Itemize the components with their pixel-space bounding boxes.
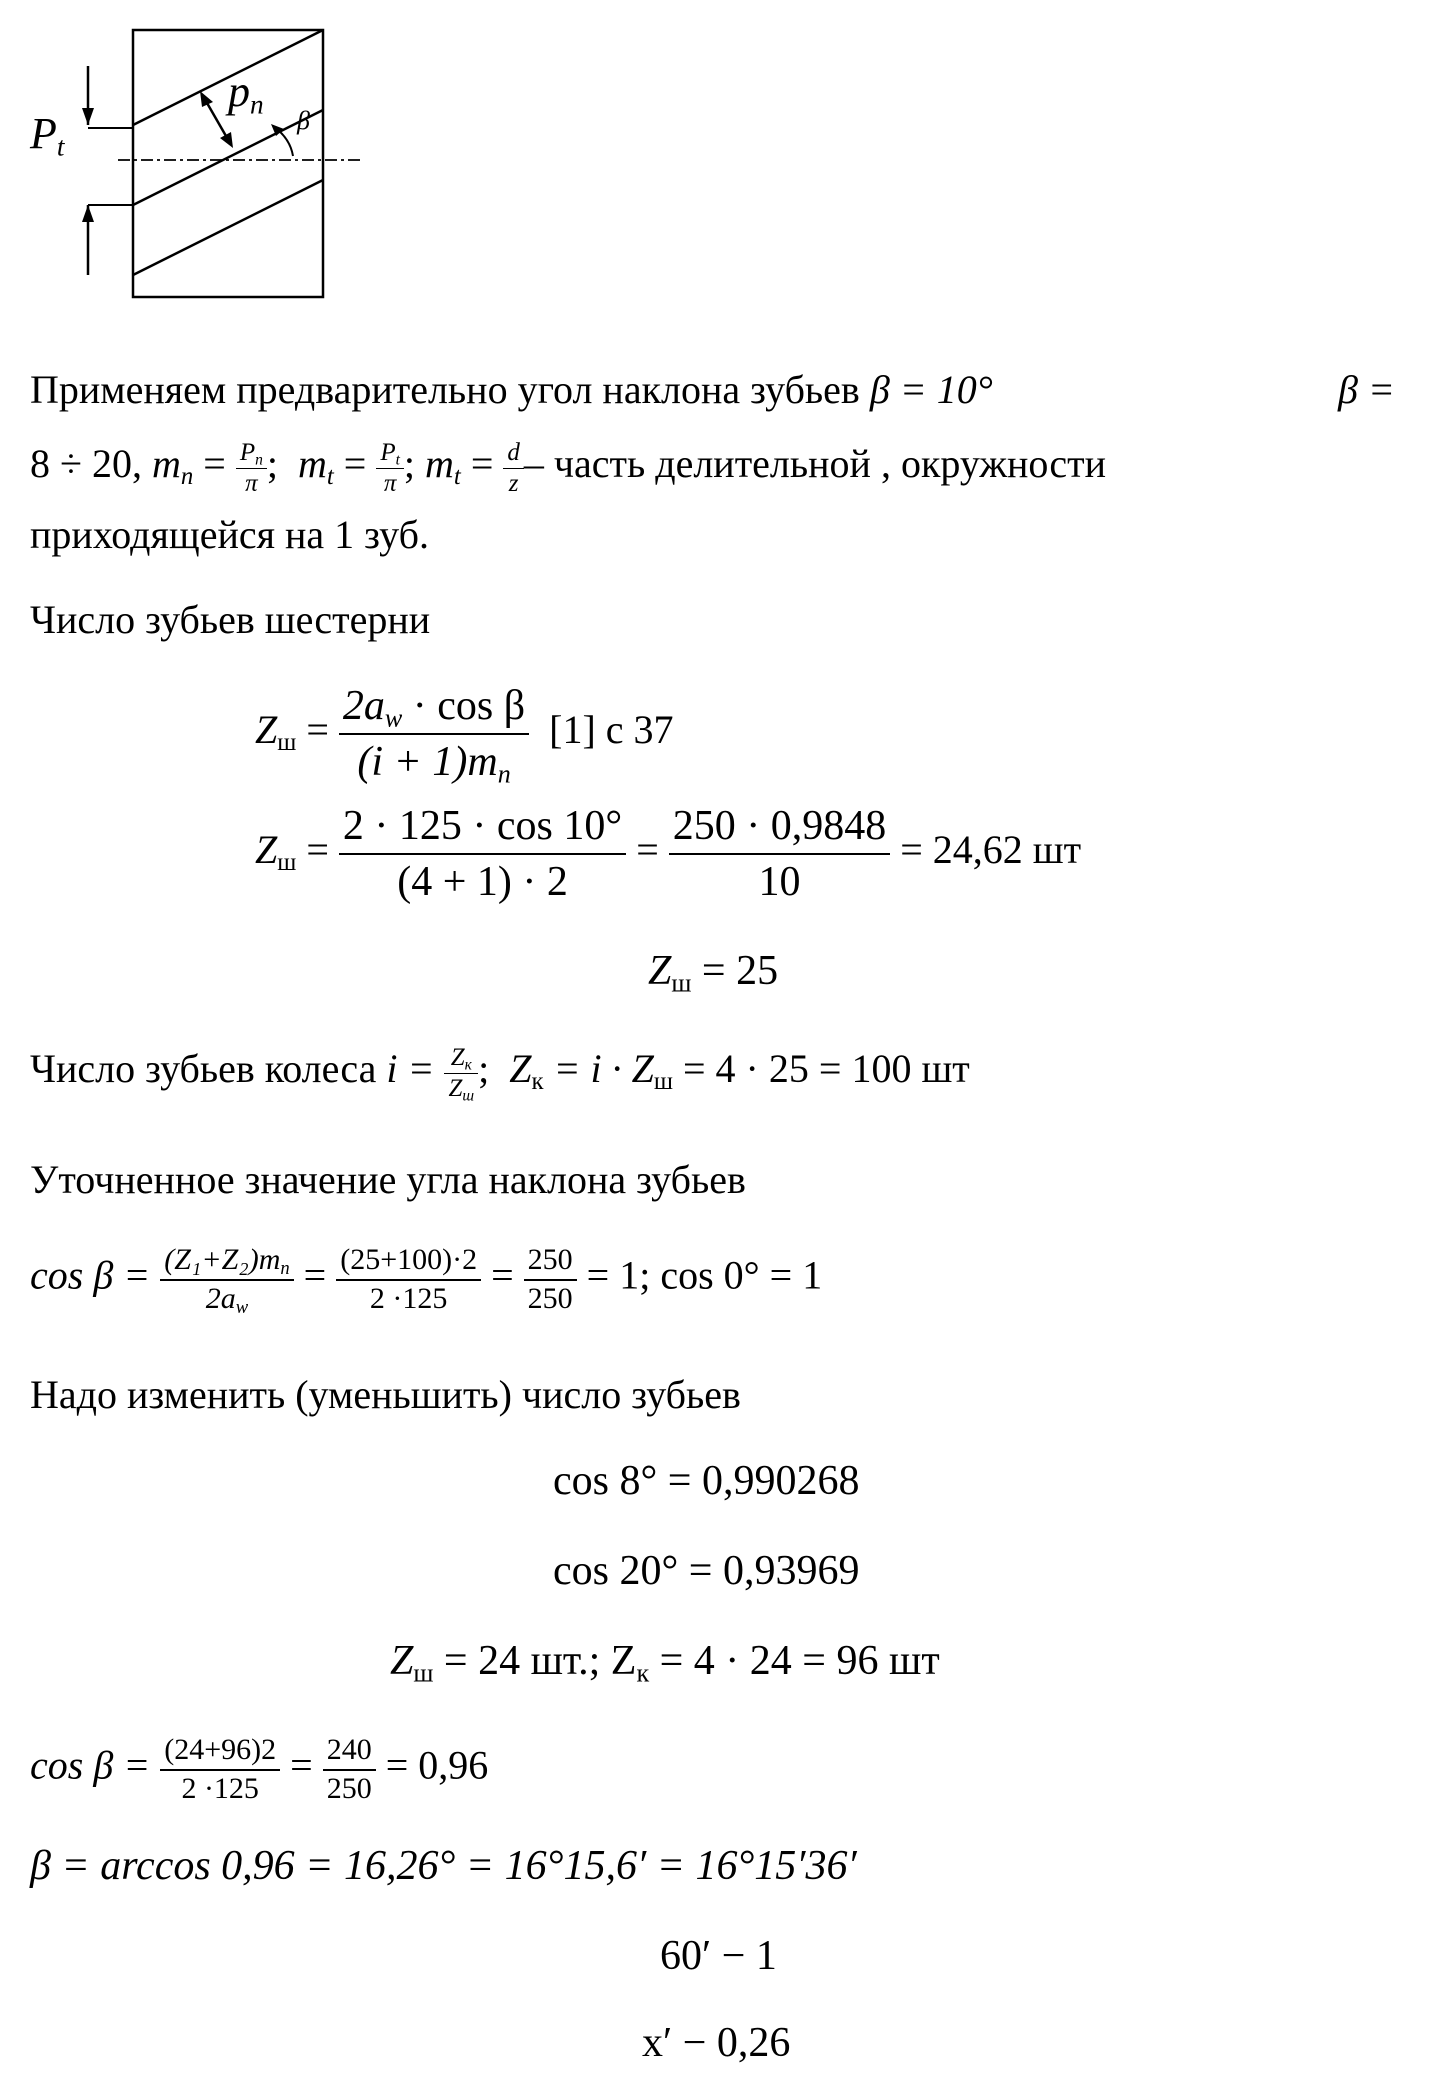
- formula-pinion-calc: $Z_ш$ = $\frac{2 \cdot 125 \cdot \cos 10^\circ}{(4 + 1) \cdot 2}$ = $\frac{250 \cdot 0,9848}{10}$ = 24,62 шт: [255, 803, 1082, 905]
- heading-refined-angle: Уточненное значение угла наклона зубьев: [30, 1157, 746, 1202]
- mn-fraction: $\frac{P_n}{\pi}$: [236, 440, 267, 496]
- wheel-teeth-line: Число зубьев колеса i = $\frac{Z_к}{Z_ш}$ ; $Z_к = i \cdot Z_ш = 4 \cdot 25 = 100$ шт: [30, 1044, 970, 1105]
- para1-line1-right: β =: [1338, 367, 1395, 412]
- helical-teeth-diagram: [0, 0, 1431, 320]
- cos-beta-line1: cos β = $\frac{(Z_1+Z_2)m_n}{2a_w}$ = $\frac{(25+100)\cdot 2}{2 \cdot 125}$ = $\frac{250}{250}$ = 1; cos 0° = 1: [30, 1243, 823, 1319]
- para1-line1: Применяем предварительно угол наклона зубьев β = 10°: [30, 367, 993, 412]
- para1-line3: приходящейся на 1 зуб.: [30, 512, 429, 557]
- heading-reduce-teeth: Надо изменить (уменьшить) число зубьев: [30, 1372, 741, 1417]
- pn-label: $p_n$: [228, 67, 264, 120]
- para1-line2: 8 ÷ 20, $m_n$ = $\frac{P_n}{\pi}$ ; $m_t$ = $\frac{P_t}{\pi}$ ; $m_t$ = $\frac{d}{z}$ – часть делительной , окружности: [30, 439, 1107, 497]
- proportion-line1: 60′ − 1: [660, 1933, 777, 1979]
- teeth-24-line: $Z_ш = 24$ шт.; $Z_к = 4 \cdot 24 = 96$ шт: [390, 1638, 940, 1688]
- proportion-line2: x′ − 0,26: [642, 2020, 791, 2066]
- mt-fraction: $\frac{P_t}{\pi}$: [376, 440, 404, 496]
- cos20-line: cos 20° = 0,93969: [553, 1548, 860, 1594]
- cos8-line: cos 8° = 0,990268: [553, 1458, 860, 1504]
- beta-label: β: [297, 106, 310, 135]
- formula-pinion-rounded: $Z_ш = 25$: [648, 948, 779, 998]
- formula-pinion-general: $Z_ш$ = $\frac{2a_w \cdot \cos \beta}{(i + 1)m_n}$ [1] с 37: [255, 683, 674, 789]
- pt-label: $P_t$: [30, 109, 65, 162]
- heading-pinion-teeth: Число зубьев шестерни: [30, 597, 431, 642]
- beta-arccos-line: β = arccos 0,96 = 16,26° = 16°15,6′ = 16°15′36′: [30, 1843, 857, 1889]
- cos-beta-line2: cos β = $\frac{(24+96)2}{2 \cdot 125}$ = $\frac{240}{250}$ = 0,96: [30, 1733, 489, 1805]
- mt-d-z-fraction: $\frac{d}{z}$: [503, 440, 524, 496]
